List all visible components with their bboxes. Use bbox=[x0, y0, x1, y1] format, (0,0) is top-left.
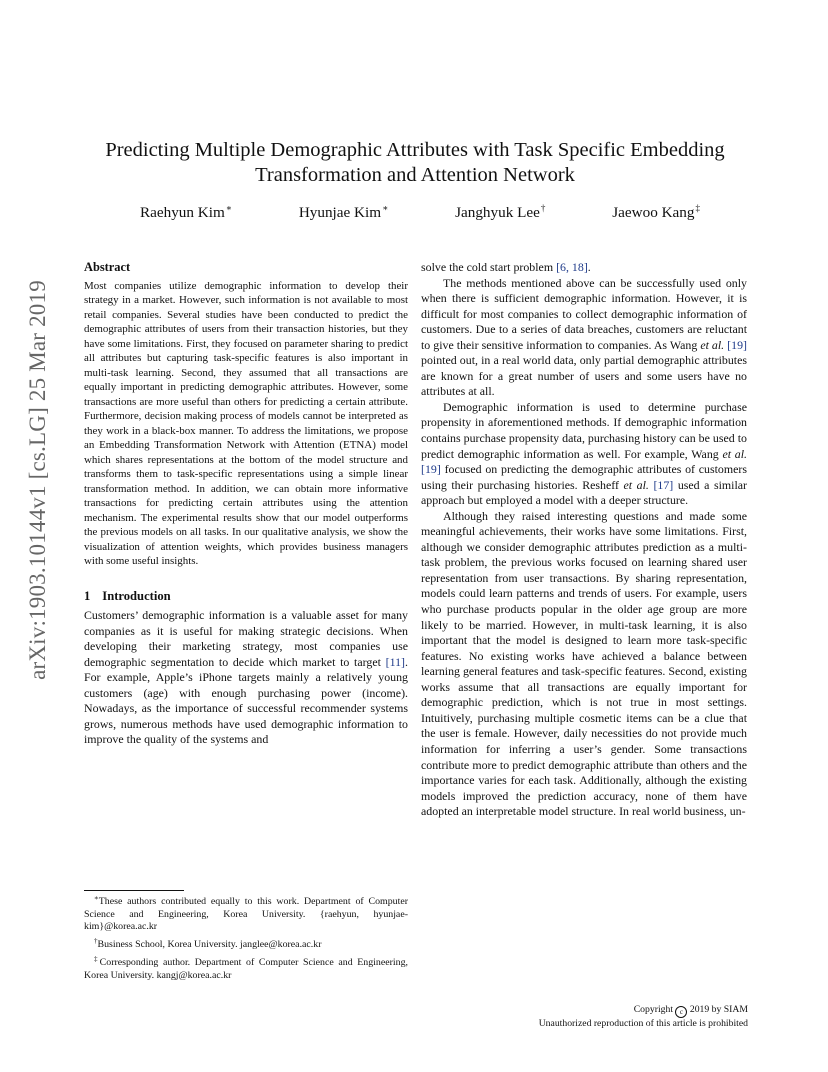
author: Hyunjae Kim∗ bbox=[298, 203, 389, 221]
intro-paragraph-1: Customers’ demographic information is a valuable asset for many companies as it is useful for making strategic decisions. When developing their marketing strategy, most companies use demographic segmentation to decide which market to target [ 11 ] . For example, Apple’s iPhone targets mainly a relatively young customers (age) with enough purchasing power (income). Nowadays, as the importance of successful recommender systems grows, numerous methods have used demographic information to improve the quality of the systems and bbox=[84, 608, 408, 748]
author-mark: ‡ bbox=[695, 203, 700, 213]
author-mark: ∗ bbox=[382, 203, 389, 213]
footnote: ‡Corresponding author. Department of Computer Science and Engineering, Korea University. kangj@korea.ac.kr bbox=[84, 954, 409, 981]
author: Jaewoo Kang‡ bbox=[612, 203, 700, 221]
intro-paragraph-4: Although they raised interesting questions and made some meaningful achievements, their works have some limitations. First, although we consider demographic attributes prediction as a multi-task problem, the previous works focused on learning shared user representation from user transactions. By sharing representation, models could learn patterns and trends of users. For example, users who purchase products popular in the older age group are more likely to be married. However, in multi-task learning, it is also important that the model is designed to learn more task-specific features. No existing works have achieved a balance between learning general features and task-specific features. Second, existing works assume that all transactions are equally important for demographic prediction, which is not true in most settings. Intuitively, purchasing multiple cosmetic items can be a clue that the user is female. However, daily necessities do not provide much information for inferring a user’s gender. Some transactions contribute more to predict demographic attribute than others and the importance varies for each task. Additionally, although the existing models improved the prediction accuracy, none of them have adopted an interpretable model structure. In real world business, un- bbox=[421, 508, 747, 819]
left-column bbox=[84, 260, 408, 748]
citation-link[interactable]: [ 11 ] bbox=[386, 655, 405, 669]
citation-link[interactable]: [ 19 ] bbox=[421, 462, 441, 476]
arxiv-stamp bbox=[21, 273, 55, 687]
citation-link[interactable]: [ 6, 18 ] bbox=[556, 260, 588, 274]
section-title: Introduction bbox=[102, 588, 171, 603]
paragraph-continuation: solve the cold start problem [ 6, 18 ] . bbox=[421, 260, 747, 276]
footnote-divider bbox=[84, 890, 184, 891]
abstract-heading: Abstract bbox=[84, 260, 131, 274]
citation-link[interactable]: [ 19 ] bbox=[727, 338, 747, 352]
paper-title: Predicting Multiple Demographic Attributes with Task Specific Embedding Transformation and Attention Network bbox=[105, 139, 725, 186]
footnote: †Business School, Korea University. janglee@korea.ac.kr bbox=[94, 937, 322, 951]
reproduction-notice: Unauthorized reproduction of this article is prohibited bbox=[538, 1018, 748, 1029]
author-mark: † bbox=[540, 203, 546, 213]
arxiv-identifier[interactable]: arXiv:1903.10144v1 [cs.LG] 25 Mar 2019 bbox=[25, 280, 51, 680]
author: Janghyuk Lee† bbox=[455, 203, 546, 221]
footnote: ∗These authors contributed equally to this work. Department of Computer Science and Engineering, Korea University. {raehyun, hyunjae-kim}@korea.ac.kr bbox=[84, 894, 408, 933]
abstract-text: Most companies utilize demographic information to develop their strategy in a market. However, such information is not available to most retail companies. Several studies have been conducted to predict the demographic attributes of users from their transaction histories, but they have some limitations. First, they focused on parameter sharing to predict all attributes but capturing task-specific features is also important in multi-task learning. Second, they assumed that all transactions are equally important in predicting demographic attributes. However, some transactions are more useful than others for predicting a certain attribute. Furthermore, decision making process of models cannot be interpreted as they work in a black-box manner. To address the limitations, we propose an Embedding Transformation Network with Attention (ETNA) model which shares representations at the bottom of the model structure and transforms them to task-specific representations using a simple linear transformation method. In addition, we can obtain more informative transactions for predicting certain attributes using the attention mechanism. The experimental results show that our model outperforms the previous models on all tasks. In our qualitative analysis, we show the visualization of attention weights, which provides business managers with some useful insights. bbox=[84, 279, 408, 568]
footnotes bbox=[84, 890, 408, 983]
intro-paragraph-2: The methods mentioned above can be successfully used only when there is sufficient demographic information. However, it is difficult for most companies to collect demographic information of customers. Due to a series of data breaches, customers are reluctant to give their sensitive information to companies. As Wang et al. [ 19 ] pointed out, in a real world data, only partial demographic attributes are known for a great number of users and some users have no attributes at all. bbox=[421, 276, 747, 400]
citation-link[interactable]: [ 17 ] bbox=[653, 478, 673, 492]
right-column bbox=[421, 260, 747, 820]
intro-paragraph-3: Demographic information is used to determine purchase propensity in aforementioned methods. If demographic information contains purchase propensity data, purchasing history can be used to predict demographic information as well. For example, Wang et al. [ 19 ] focused on predicting the demographic attributes of customers using their purchasing histories. Resheff et al. [ 17 ] used a similar approach but employed a model with a deeper structure. bbox=[421, 400, 747, 509]
copyright-notice: Copyright c 2019 by SIAM Unauthorized reproduction of this article is prohibited bbox=[538, 1004, 748, 1029]
author: Raehyun Kim∗ bbox=[140, 203, 232, 221]
copyright-icon: c bbox=[675, 1006, 687, 1018]
section-heading-introduction bbox=[84, 589, 408, 605]
author-mark: ∗ bbox=[225, 203, 232, 213]
author-list bbox=[140, 203, 700, 222]
section-number: 1 bbox=[84, 588, 91, 603]
